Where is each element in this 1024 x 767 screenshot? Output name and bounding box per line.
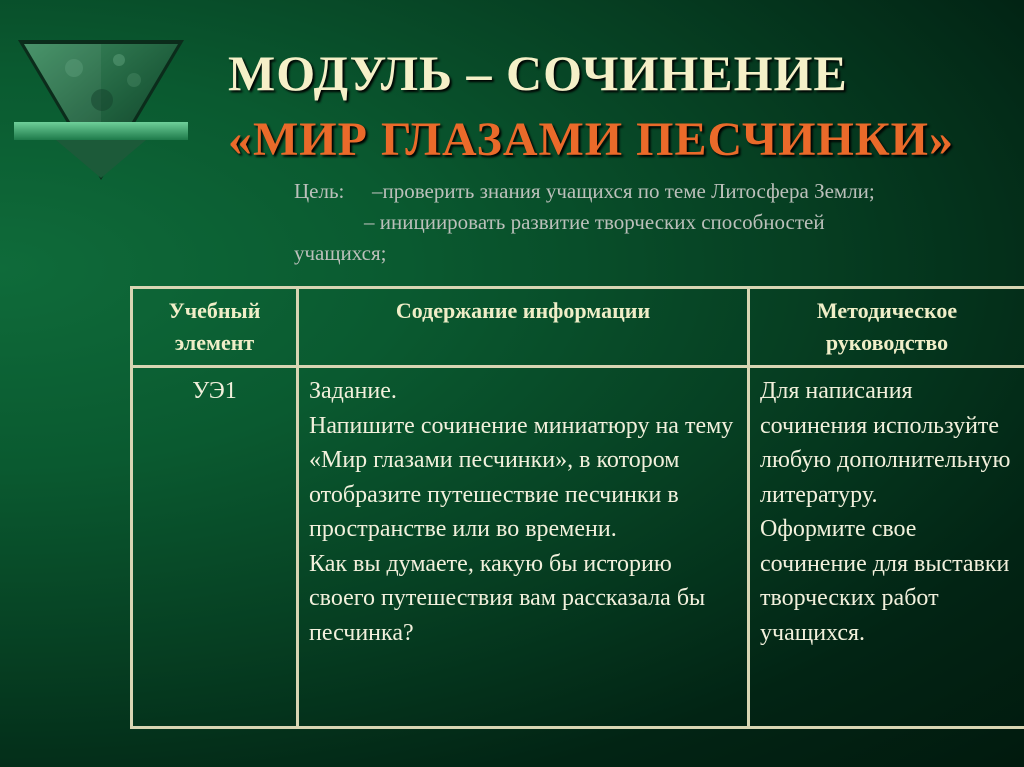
pyramid-logo-icon bbox=[14, 38, 188, 180]
header-content: Содержание информации bbox=[298, 288, 749, 367]
table-header-row bbox=[132, 288, 1024, 367]
module-table bbox=[130, 286, 1024, 729]
goals-block bbox=[294, 176, 1014, 269]
cell-content: Задание. Напишите сочинение миниатюру на тему «Мир глазами песчинки», в котором отобразите путешествие песчинки в пространстве или во времени. Как вы думаете, какую бы историю своего путешествия вам рассказала бы песчинка? bbox=[298, 367, 749, 728]
cell-element: УЭ1 bbox=[132, 367, 298, 728]
header-element: Учебный элемент bbox=[132, 288, 298, 367]
header-guidance: Методическое руководство bbox=[749, 288, 1024, 367]
goal-2-continuation: учащихся; bbox=[294, 241, 387, 265]
page-title: МОДУЛЬ – СОЧИНЕНИЕ bbox=[228, 45, 848, 101]
cell-guidance: Для написания сочинения используйте любую дополнительную литературу. Оформите свое сочинение для выставки творческих работ учащихся. bbox=[749, 367, 1024, 728]
goals-label: Цель: bbox=[294, 179, 345, 203]
goal-2: – инициировать развитие творческих способностей bbox=[364, 210, 825, 234]
page-subtitle: «МИР ГЛАЗАМИ ПЕСЧИНКИ» bbox=[228, 113, 954, 166]
goal-1: –проверить знания учащихся по теме Литосфера Земли; bbox=[372, 179, 875, 203]
table-row bbox=[132, 367, 1024, 728]
